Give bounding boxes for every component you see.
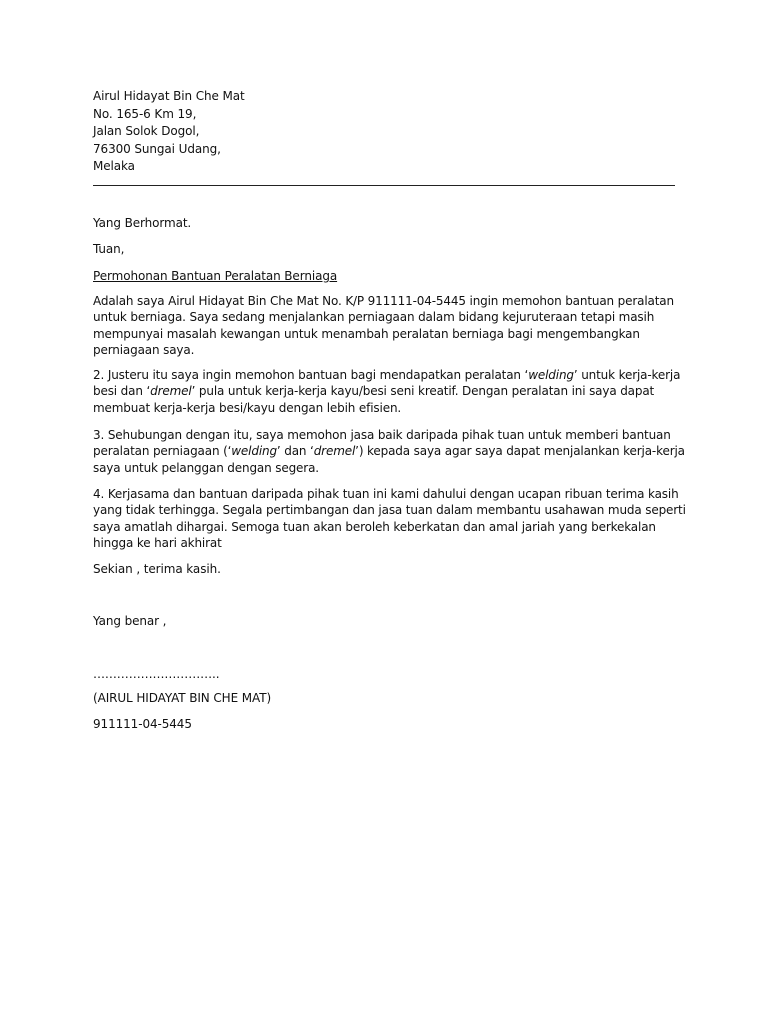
paragraph-2-line-3: membuat kerja-kerja besi/kayu dengan lebih efisien. [93, 400, 402, 415]
paragraph-3-dremel-term: dremel [313, 444, 356, 459]
paragraph-2-line-1 [93, 367, 683, 383]
signatory-name: (AIRUL HIDAYAT BIN CHE MAT) [93, 691, 272, 705]
paragraph-2-text: ’ pula untuk kerja-kerja kayu/besi seni kreatif. Dengan peralatan ini saya dapat [191, 384, 655, 399]
address-street: Jalan Solok Dogol, [93, 124, 200, 138]
paragraph-4-line: hingga ke hari akhirat [93, 536, 222, 551]
closing-yours: Yang benar , [93, 614, 167, 628]
paragraph-1-line: mempunyai masalah kewangan untuk menambah peralatan berniaga bagi mengembangkan [93, 326, 640, 341]
paragraph-2-text: 2. Justeru itu saya ingin memohon bantuan bagi mendapatkan peralatan ‘ [93, 368, 529, 382]
sender-address [93, 88, 245, 176]
paragraph-4-line: 4. Kerjasama dan bantuan daripada pihak tuan ini kami dahului dengan ucapan ribuan terima kasih [93, 487, 679, 501]
paragraph-4-line: yang tidak terhingga. Segala pertimbangan dan jasa tuan dalam membantu usahawan muda seperti [93, 503, 686, 518]
paragraph-1-line: untuk berniaga. Saya sedang menjalankan perniagaan dalam bidang kejuruteraan tetapi masih [93, 310, 655, 325]
paragraph-2 [93, 367, 683, 416]
signatory-id-number: 911111-04-5445 [93, 717, 192, 731]
paragraph-3-text: ’) kepada saya agar saya dapat menjalankan kerja-kerja [355, 444, 685, 459]
closing-thanks: Sekian , terima kasih. [93, 562, 221, 576]
address-house-number: No. 165-6 Km 19, [93, 106, 197, 121]
address-state: Melaka [93, 159, 135, 173]
paragraph-3-welding-term: welding [231, 444, 277, 459]
paragraph-4 [93, 486, 686, 552]
paragraph-3-line-3: saya untuk pelanggan dengan segera. [93, 460, 319, 475]
paragraph-2-text: ’ untuk kerja-kerja [573, 368, 681, 382]
paragraph-1-line: perniagaan saya. [93, 343, 195, 358]
greeting: Yang Berhormat. [93, 216, 192, 230]
paragraph-4-line: saya amatlah dihargai. Semoga tuan akan beroleh keberkatan dan amal jariah yang berkekalan [93, 519, 656, 534]
paragraph-3-line-1: 3. Sehubungan dengan itu, saya memohon jasa baik daripada pihak tuan untuk memberi bantuan [93, 428, 671, 442]
paragraph-3 [93, 427, 683, 476]
paragraph-2-dremel-term: dremel [150, 384, 192, 399]
paragraph-1 [93, 293, 683, 359]
signature-line: ………………………….. [93, 667, 220, 681]
address-postcode-city: 76300 Sungai Udang, [93, 141, 221, 156]
paragraph-2-text: besi dan ‘ [93, 384, 151, 399]
address-name: Airul Hidayat Bin Che Mat [93, 89, 245, 103]
salutation: Tuan, [93, 242, 125, 256]
paragraph-2-line-2 [93, 383, 683, 399]
paragraph-3-line-2 [93, 443, 683, 459]
subject-line: Permohonan Bantuan Peralatan Berniaga [93, 269, 338, 283]
paragraph-3-text: peralatan perniagaan (‘ [93, 444, 232, 459]
paragraph-3-text: ’ dan ‘ [276, 444, 314, 459]
paragraph-1-line: Adalah saya Airul Hidayat Bin Che Mat No. K/P 911111-04-5445 ingin memohon bantuan peralatan [93, 294, 674, 308]
header-divider [93, 185, 675, 186]
paragraph-2-welding-term: welding [528, 368, 574, 382]
